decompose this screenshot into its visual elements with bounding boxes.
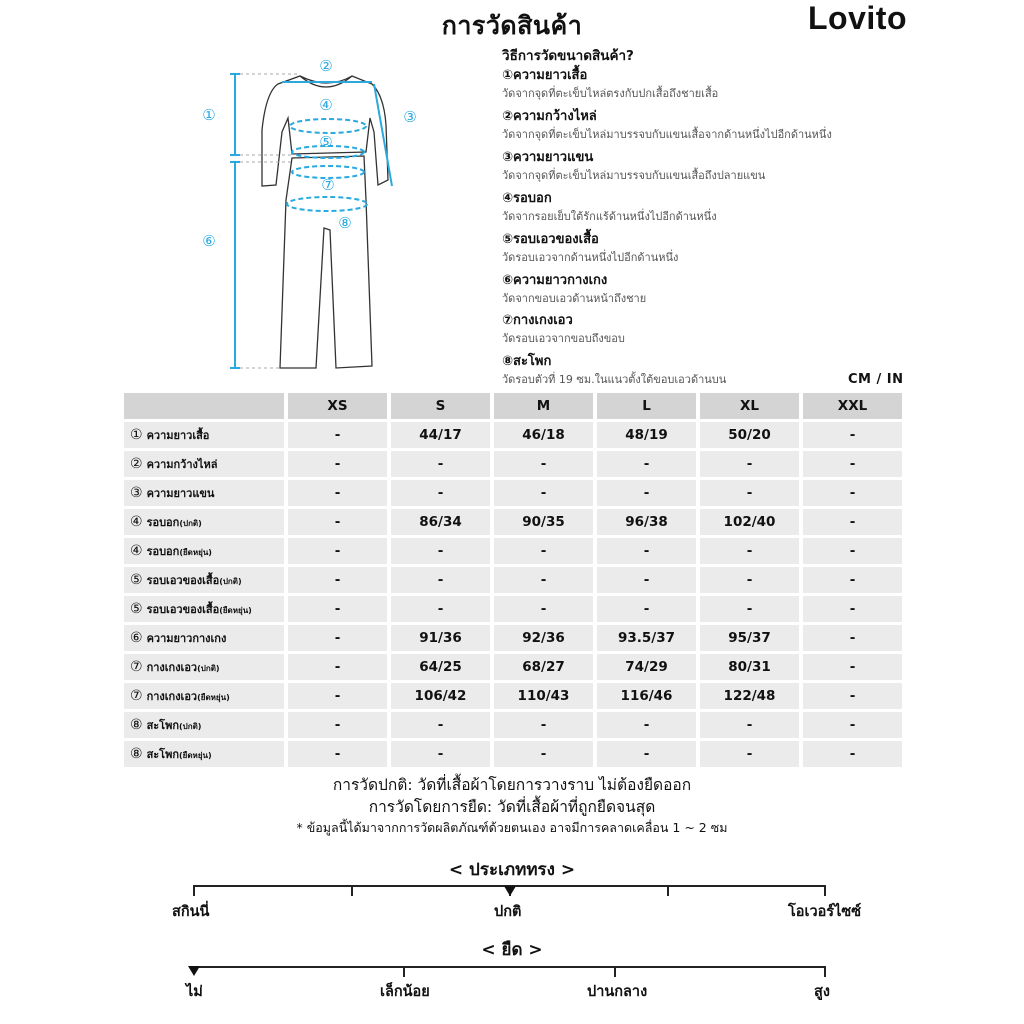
- guide-item-name: ①ความยาวเสื้อ: [502, 68, 588, 83]
- guide-item-desc: วัดรอบเอวจากขอบถึงขอบ: [502, 332, 625, 345]
- row-number: ⑤: [130, 601, 143, 617]
- table-cell: 93.5/37: [597, 625, 696, 651]
- fit-selected-marker-icon: [504, 886, 516, 896]
- table-row: [124, 625, 902, 651]
- table-cell: -: [700, 741, 799, 767]
- row-label-text: ความกว้างไหล่: [146, 458, 218, 471]
- table-cell: 68/27: [494, 654, 593, 680]
- table-cell: -: [288, 567, 387, 593]
- table-cell: -: [494, 596, 593, 622]
- row-label: [124, 538, 284, 564]
- table-cell: -: [803, 451, 902, 477]
- size-header: L: [597, 393, 696, 419]
- table-cell: -: [597, 712, 696, 738]
- row-number: ④: [130, 543, 143, 559]
- table-cell: -: [803, 741, 902, 767]
- row-label: [124, 422, 284, 448]
- table-cell: -: [288, 451, 387, 477]
- stretch-label: ไม่: [186, 984, 203, 1000]
- table-cell: -: [288, 654, 387, 680]
- diagram-label-7: ⑦: [321, 176, 335, 194]
- table-cell: -: [494, 451, 593, 477]
- table-cell: -: [803, 509, 902, 535]
- size-header: M: [494, 393, 593, 419]
- table-cell: 122/48: [700, 683, 799, 709]
- table-row: [124, 683, 902, 709]
- row-label-text: ความยาวแขน: [146, 487, 215, 500]
- fit-scale-title: < ประเภททรง >: [448, 860, 576, 880]
- table-cell: -: [288, 683, 387, 709]
- row-number: ⑦: [130, 659, 143, 675]
- row-number: ⑧: [130, 717, 143, 733]
- table-cell: -: [597, 480, 696, 506]
- row-label: [124, 509, 284, 535]
- row-label-sub: (ยืดหยุ่น): [197, 693, 230, 702]
- guide-item-name: ④รอบอก: [502, 191, 552, 206]
- table-cell: 96/38: [597, 509, 696, 535]
- table-cell: -: [700, 567, 799, 593]
- fit-scale-tick: [193, 885, 195, 896]
- guide-item-name: ②ความกว้างไหล่: [502, 109, 597, 124]
- guide-item-desc: วัดจากขอบเอวด้านหน้าถึงชาย: [502, 292, 647, 305]
- table-cell: -: [494, 538, 593, 564]
- row-label-text: รอบเอวของเสื้อ: [146, 574, 220, 587]
- table-row: [124, 654, 902, 680]
- table-cell: -: [288, 480, 387, 506]
- guide-heading: วิธีการวัดขนาดสินค้า?: [502, 48, 634, 64]
- row-label-text: รอบเอวของเสื้อ: [146, 603, 220, 616]
- guide-item-name: ⑤รอบเอวของเสื้อ: [502, 232, 599, 247]
- table-cell: -: [597, 538, 696, 564]
- size-table: [120, 390, 906, 770]
- table-cell: -: [700, 596, 799, 622]
- table-cell: -: [288, 422, 387, 448]
- table-cell: 64/25: [391, 654, 490, 680]
- row-label-sub: (ยืดหยุ่น): [179, 548, 212, 557]
- row-label-text: กางเกงเอว: [146, 690, 198, 703]
- size-header: S: [391, 393, 490, 419]
- table-cell: 110/43: [494, 683, 593, 709]
- guide-item-desc: วัดจากจุดที่ตะเข็บไหล่มาบรรจบกับแขนเสื้อถึงปลายแขน: [502, 169, 766, 182]
- table-cell: 48/19: [597, 422, 696, 448]
- row-label: [124, 683, 284, 709]
- row-label-text: รอบอก: [146, 516, 180, 529]
- table-cell: -: [700, 712, 799, 738]
- table-cell: -: [391, 741, 490, 767]
- table-cell: -: [288, 509, 387, 535]
- row-label: [124, 654, 284, 680]
- table-row: [124, 741, 902, 767]
- table-row: [124, 567, 902, 593]
- table-cell: -: [391, 567, 490, 593]
- garment-diagram: [196, 50, 436, 380]
- size-header: XXL: [803, 393, 902, 419]
- stretch-selected-marker-icon: [188, 966, 200, 976]
- row-label-sub: (ปกติ): [179, 519, 202, 528]
- stretch-scale-tick: [614, 966, 616, 977]
- fit-scale-tick: [351, 885, 353, 896]
- row-number: ②: [130, 456, 143, 472]
- table-cell: 50/20: [700, 422, 799, 448]
- row-label-sub: (ยืดหยุ่น): [219, 606, 252, 615]
- table-cell: -: [494, 567, 593, 593]
- table-row: [124, 422, 902, 448]
- page-title: การวัดสินค้า: [441, 11, 583, 40]
- row-number: ⑦: [130, 688, 143, 704]
- stretch-scale-tick: [824, 966, 826, 977]
- table-cell: 95/37: [700, 625, 799, 651]
- top-outline: [262, 76, 388, 186]
- row-number: ⑤: [130, 572, 143, 588]
- row-label-text: สะโพก: [146, 748, 180, 761]
- table-cell: -: [391, 538, 490, 564]
- row-label-text: สะโพก: [146, 719, 180, 732]
- table-cell: -: [803, 654, 902, 680]
- diagram-label-5: ⑤: [319, 133, 333, 151]
- table-row: [124, 596, 902, 622]
- table-cell: -: [803, 712, 902, 738]
- fit-label: โอเวอร์ไซซ์: [788, 904, 862, 920]
- table-cell: 106/42: [391, 683, 490, 709]
- fit-scale-tick: [667, 885, 669, 896]
- table-row: [124, 480, 902, 506]
- table-cell: -: [288, 712, 387, 738]
- note-normal: การวัดปกติ: วัดที่เสื้อผ้าโดยการวางราบ ไม่ต้องยืดออก: [332, 776, 692, 794]
- table-cell: 86/34: [391, 509, 490, 535]
- row-label-sub: (ปกติ): [179, 722, 202, 731]
- row-label-sub: (ปกติ): [197, 664, 220, 673]
- stretch-label: เล็กน้อย: [380, 984, 430, 1000]
- stretch-scale-tick: [403, 966, 405, 977]
- table-cell: -: [288, 596, 387, 622]
- brand-logo: Lovito: [808, 0, 907, 36]
- guide-item-desc: วัดรอบเอวจากด้านหนึ่งไปอีกด้านหนึ่ง: [502, 251, 679, 264]
- table-cell: -: [391, 596, 490, 622]
- row-label-text: กางเกงเอว: [146, 661, 198, 674]
- guide-item-desc: วัดจากรอยเย็บใต้รักแร้ด้านหนึ่งไปอีกด้านหนึ่ง: [502, 210, 717, 223]
- table-cell: -: [803, 538, 902, 564]
- table-cell: -: [803, 596, 902, 622]
- table-corner: [124, 393, 284, 419]
- table-cell: -: [597, 567, 696, 593]
- row-number: ④: [130, 514, 143, 530]
- table-cell: -: [803, 683, 902, 709]
- table-cell: -: [391, 712, 490, 738]
- table-cell: 46/18: [494, 422, 593, 448]
- table-row: [124, 712, 902, 738]
- stretch-scale-line: [194, 966, 826, 968]
- diagram-label-3: ③: [403, 108, 417, 126]
- table-cell: -: [391, 451, 490, 477]
- table-cell: 91/36: [391, 625, 490, 651]
- fit-label: สกินนี่: [172, 904, 210, 920]
- table-header-row: [124, 393, 902, 419]
- stretch-label: ปานกลาง: [587, 984, 648, 1000]
- row-label-sub: (ปกติ): [219, 577, 242, 586]
- table-cell: -: [803, 625, 902, 651]
- table-cell: -: [494, 741, 593, 767]
- table-cell: -: [700, 538, 799, 564]
- size-header: XS: [288, 393, 387, 419]
- table-cell: 74/29: [597, 654, 696, 680]
- size-header: XL: [700, 393, 799, 419]
- table-cell: -: [288, 538, 387, 564]
- row-label: [124, 567, 284, 593]
- stretch-scale-title: < ยืด >: [481, 940, 543, 960]
- table-cell: -: [803, 567, 902, 593]
- table-row: [124, 509, 902, 535]
- guide-item-desc: วัดจากจุดที่ตะเข็บไหล่ตรงกับปกเสื้อถึงชายเสื้อ: [502, 87, 719, 100]
- guide-item-name: ⑦กางเกงเอว: [502, 313, 573, 328]
- unit-label: CM / IN: [848, 372, 904, 387]
- row-label-text: ความยาวกางเกง: [146, 632, 227, 645]
- table-cell: -: [288, 625, 387, 651]
- table-cell: 44/17: [391, 422, 490, 448]
- table-cell: 92/36: [494, 625, 593, 651]
- row-label: [124, 480, 284, 506]
- table-cell: -: [494, 480, 593, 506]
- row-number: ⑧: [130, 746, 143, 762]
- diagram-label-1: ①: [202, 106, 216, 124]
- table-cell: -: [494, 712, 593, 738]
- table-cell: -: [597, 596, 696, 622]
- row-label-sub: (ยืดหยุ่น): [179, 751, 212, 760]
- row-label: [124, 625, 284, 651]
- table-cell: 102/40: [700, 509, 799, 535]
- table-cell: -: [597, 451, 696, 477]
- row-label: [124, 741, 284, 767]
- row-number: ⑥: [130, 630, 143, 646]
- table-cell: -: [803, 422, 902, 448]
- fit-scale-tick: [824, 885, 826, 896]
- row-label: [124, 712, 284, 738]
- row-label: [124, 596, 284, 622]
- table-cell: -: [391, 480, 490, 506]
- diagram-label-8: ⑧: [338, 214, 352, 232]
- table-row: [124, 538, 902, 564]
- table-cell: -: [700, 480, 799, 506]
- table-row: [124, 451, 902, 477]
- guide-item-name: ⑧สะโพก: [502, 354, 552, 369]
- fit-label: ปกติ: [494, 904, 522, 920]
- table-cell: -: [803, 480, 902, 506]
- stretch-label: สูง: [814, 984, 830, 1000]
- row-number: ①: [130, 427, 143, 443]
- row-number: ③: [130, 485, 143, 501]
- diagram-label-6: ⑥: [202, 232, 216, 250]
- table-cell: -: [700, 451, 799, 477]
- table-cell: -: [597, 741, 696, 767]
- row-label-text: ความยาวเสื้อ: [146, 429, 210, 442]
- table-cell: -: [288, 741, 387, 767]
- guide-item-desc: วัดรอบตัวที่ 19 ซม.ในแนวตั้งใต้ขอบเอวด้านบน: [502, 373, 727, 386]
- diagram-label-4: ④: [319, 96, 333, 114]
- table-cell: 80/31: [700, 654, 799, 680]
- row-label: [124, 451, 284, 477]
- guide-item-name: ③ความยาวแขน: [502, 150, 594, 165]
- diagram-label-2: ②: [319, 57, 333, 75]
- table-cell: 90/35: [494, 509, 593, 535]
- table-cell: 116/46: [597, 683, 696, 709]
- guide-item-desc: วัดจากจุดที่ตะเข็บไหล่มาบรรจบกับแขนเสื้อจากด้านหนึ่งไปอีกด้านหนึ่ง: [502, 128, 832, 141]
- row-label-text: รอบอก: [146, 545, 180, 558]
- guide-item-name: ⑥ความยาวกางเกง: [502, 273, 608, 288]
- note-disclaimer: * ข้อมูลนี้ได้มาจากการวัดผลิตภัณฑ์ด้วยตนเอง อาจมีการคลาดเคลื่อน 1 ~ 2 ซม: [296, 820, 728, 835]
- note-stretch: การวัดโดยการยืด: วัดที่เสื้อผ้าที่ถูกยืดจนสุด: [368, 798, 656, 816]
